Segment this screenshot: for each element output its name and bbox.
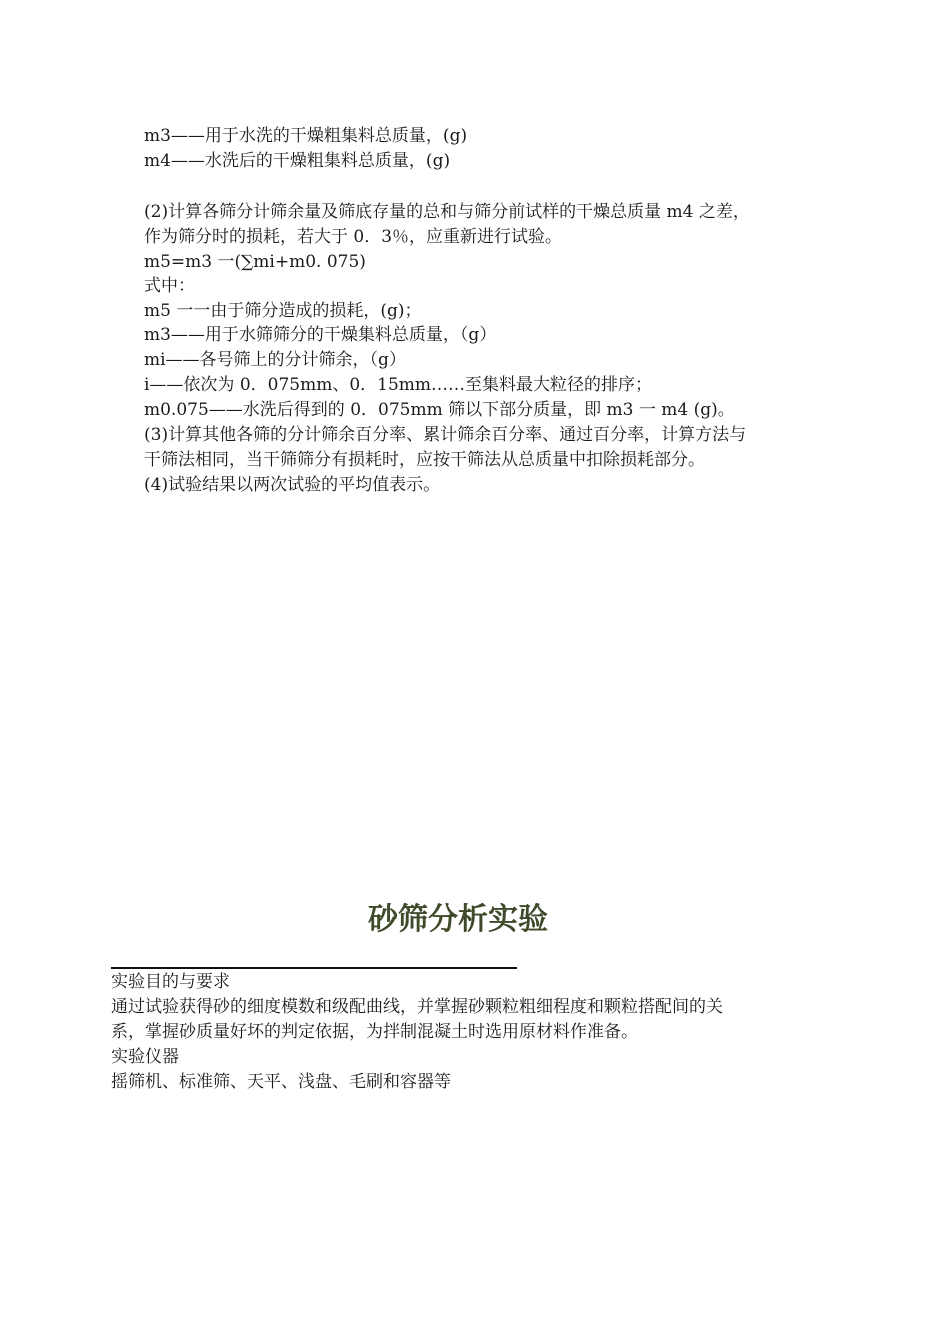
text-line: (4)试验结果以两次试验的平均值表示。 <box>144 475 441 495</box>
section-title: 砂筛分析实验 <box>368 902 548 937</box>
text-line: 干筛法相同，当干筛筛分有损耗时，应按干筛法从总质量中扣除损耗部分。 <box>144 450 705 470</box>
text-line: m3——用于水洗的干燥粗集料总质量，(g) <box>144 126 468 146</box>
subheading: 实验仪器 <box>111 1047 179 1067</box>
text-line: 作为筛分时的损耗，若大于 0．3％，应重新进行试验。 <box>144 227 563 247</box>
divider-rule <box>111 967 517 969</box>
text-line: (2)计算各筛分计筛余量及筛底存量的总和与筛分前试样的干燥总质量 m4 之差， <box>144 202 750 222</box>
text-line: m4——水洗后的干燥粗集料总质量，(g) <box>144 151 451 171</box>
text-line: 通过试验获得砂的细度模数和级配曲线，并掌握砂颗粒粗细程度和颗粒搭配间的关 <box>111 997 723 1017</box>
text-line: 摇筛机、标准筛、天平、浅盘、毛刷和容器等 <box>111 1072 451 1092</box>
text-line: (3)计算其他各筛的分计筛余百分率、累计筛余百分率、通过百分率，计算方法与 <box>144 425 747 445</box>
text-line: i——依次为 0．075mm、0．15mm……至集料最大粒径的排序； <box>144 375 653 395</box>
subheading: 实验目的与要求 <box>111 972 230 992</box>
text-line: mi——各号筛上的分计筛余，（g） <box>144 350 406 370</box>
text-line: 式中： <box>144 276 195 296</box>
text-line: m5 一一由于筛分造成的损耗，(g)； <box>144 301 422 321</box>
formula-line: m5=m3 一(∑mi+m0. 075) <box>144 252 366 272</box>
text-line: 系，掌握砂质量好坏的判定依据，为拌制混凝土时选用原材料作准备。 <box>111 1022 638 1042</box>
text-line: m0.075——水洗后得到的 0．075mm 筛以下部分质量，即 m3 一 m4 (g)。 <box>144 400 735 420</box>
text-line: m3——用于水筛筛分的干燥集料总质量，（g） <box>144 325 497 345</box>
